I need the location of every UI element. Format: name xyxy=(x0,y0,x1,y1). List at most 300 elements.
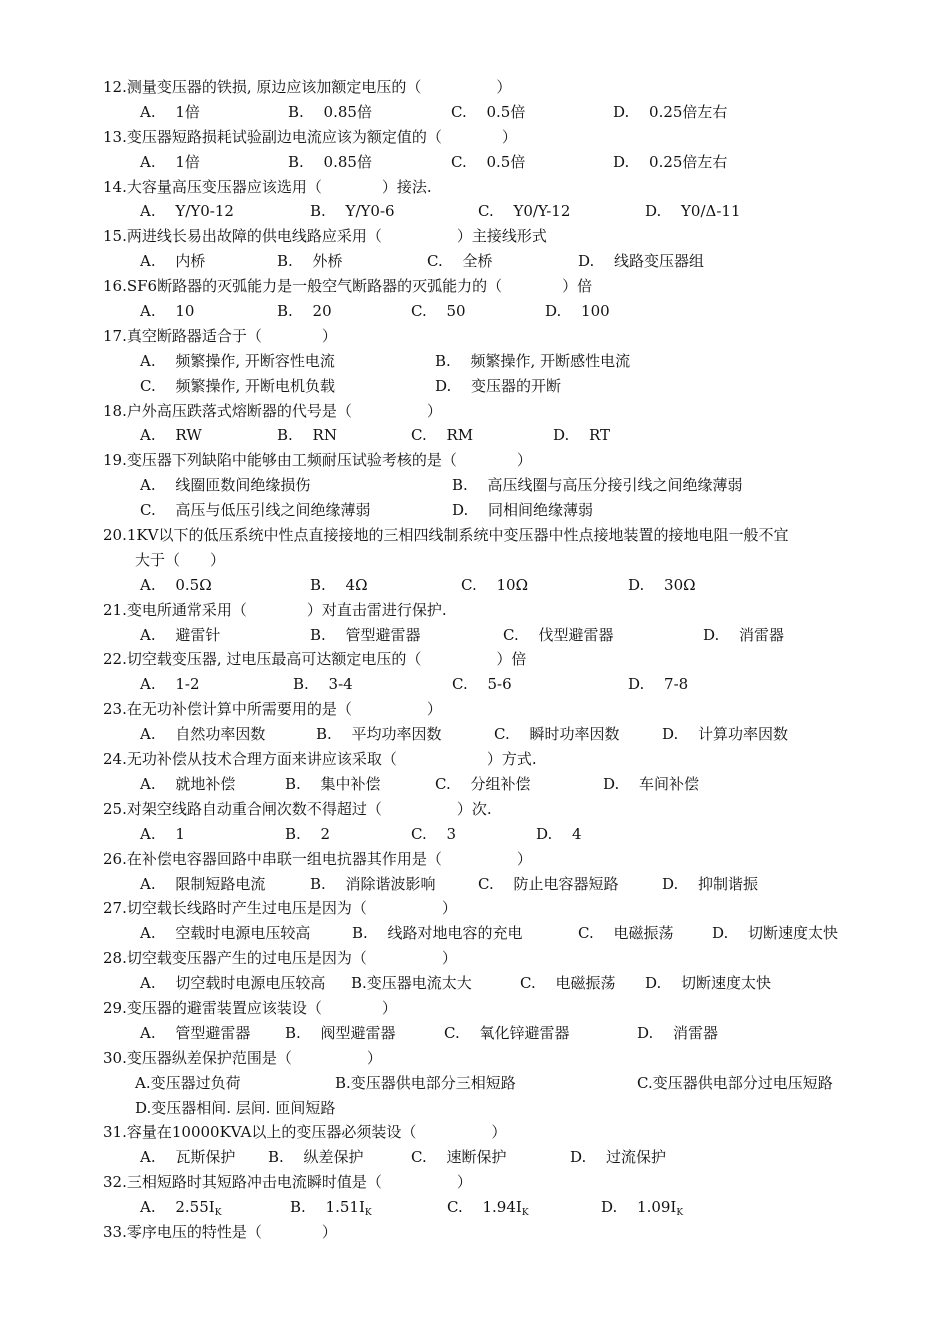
answer-option-text: D. 过流保护 xyxy=(570,1148,667,1167)
question-line xyxy=(0,399,950,424)
answer-option[interactable] xyxy=(277,423,337,448)
answer-option[interactable] xyxy=(288,150,372,175)
question-text xyxy=(103,847,532,872)
options-line xyxy=(0,349,950,374)
question-stem: 切空载长线路时产生过电压是因为（ ） xyxy=(126,899,457,918)
answer-option-text: A. 频繁操作, 开断容性电流 xyxy=(140,351,335,370)
question-number: 26. xyxy=(103,849,127,868)
answer-option[interactable] xyxy=(452,672,512,697)
question-stem: 大容量高压变压器应该选用（ ）接法. xyxy=(126,177,432,196)
options-line xyxy=(0,1021,950,1046)
answer-option[interactable] xyxy=(570,1145,666,1170)
answer-option-text: C. 高压与低压引线之间绝缘薄弱 xyxy=(140,501,371,520)
answer-option-text: D. 0.25倍左右 xyxy=(613,152,728,171)
question-block xyxy=(0,1046,950,1121)
answer-option[interactable] xyxy=(411,822,456,847)
answer-option-text: B. 20 xyxy=(277,302,332,321)
question-text xyxy=(103,1170,472,1195)
answer-option[interactable] xyxy=(140,1021,250,1046)
question-text xyxy=(103,1120,506,1145)
answer-option[interactable] xyxy=(140,299,194,324)
question-number: 24. xyxy=(103,750,127,769)
question-line xyxy=(0,1120,950,1145)
question-stem: 零序电压的特性是（ ） xyxy=(126,1222,337,1241)
answer-option[interactable] xyxy=(444,1021,569,1046)
options-line xyxy=(0,249,950,274)
question-number: 13. xyxy=(103,127,127,146)
question-block xyxy=(0,1170,950,1220)
answer-option[interactable] xyxy=(637,1021,718,1046)
answer-option-text: A. 0.5Ω xyxy=(140,575,212,594)
answer-option[interactable] xyxy=(645,971,771,996)
answer-option[interactable] xyxy=(503,623,613,648)
question-stem: 两进线长易出故障的供电线路应采用（ ）主接线形式 xyxy=(126,227,547,246)
answer-option-text: A.变压器过负荷 xyxy=(135,1073,241,1092)
question-stem: 真空断路器适合于（ ） xyxy=(126,326,337,345)
options-line xyxy=(0,1096,950,1121)
answer-option-text: B. 0.85倍 xyxy=(288,152,372,171)
answer-option-text: B. 线路对地电容的充电 xyxy=(352,924,523,943)
question-stem: 对架空线路自动重合闸次数不得超过（ ）次. xyxy=(126,799,492,818)
answer-option[interactable] xyxy=(352,921,523,946)
answer-option-text: A. 线圈匝数间绝缘损伤 xyxy=(140,476,311,495)
answer-option-text: C. 氧化锌避雷器 xyxy=(444,1023,570,1042)
question-number: 31. xyxy=(103,1123,127,1142)
answer-option-text: B. 阀型避雷器 xyxy=(285,1023,396,1042)
answer-option[interactable] xyxy=(351,971,472,996)
question-text xyxy=(103,598,447,623)
answer-option-text: A. 10 xyxy=(140,302,195,321)
answer-option-text: D. 计算功率因数 xyxy=(662,725,789,744)
question-line xyxy=(0,797,950,822)
answer-option[interactable] xyxy=(140,150,200,175)
question-block xyxy=(0,523,950,598)
question-line xyxy=(0,946,950,971)
question-number: 30. xyxy=(103,1048,127,1067)
answer-option-text: C. 全桥 xyxy=(427,252,493,271)
question-number: 22. xyxy=(103,650,127,669)
answer-option-text: C. 瞬时功率因数 xyxy=(494,725,620,744)
answer-option-text: A. 自然功率因数 xyxy=(140,725,266,744)
question-stem: 变压器下列缺陷中能够由工频耐压试验考核的是（ ） xyxy=(126,451,532,470)
question-block xyxy=(0,274,950,324)
question-stem: 在补偿电容器回路中串联一组电抗器其作用是（ ） xyxy=(126,849,532,868)
answer-option[interactable] xyxy=(285,1021,396,1046)
answer-option[interactable] xyxy=(285,822,330,847)
answer-option-text: C. 速断保护 xyxy=(411,1148,507,1167)
answer-option[interactable] xyxy=(140,473,310,498)
answer-option[interactable] xyxy=(135,1096,335,1121)
question-text xyxy=(103,175,432,200)
question-block xyxy=(0,1220,950,1245)
answer-option-text: C. 5-6 xyxy=(452,675,512,694)
answer-option[interactable] xyxy=(435,772,530,797)
options-line xyxy=(0,473,950,498)
answer-option[interactable] xyxy=(478,199,570,224)
question-line xyxy=(0,647,950,672)
answer-option[interactable] xyxy=(628,672,688,697)
answer-option-text: A. 1倍 xyxy=(140,152,200,171)
answer-option[interactable] xyxy=(140,423,202,448)
answer-option-text: D. 消雷器 xyxy=(637,1023,719,1042)
answer-option[interactable] xyxy=(310,623,421,648)
answer-option-text: D. 线路变压器组 xyxy=(578,252,705,271)
question-line xyxy=(0,747,950,772)
question-block xyxy=(0,847,950,897)
answer-option-text: A. 1 xyxy=(140,824,185,843)
answer-option-text: B. 外桥 xyxy=(277,252,343,271)
answer-option[interactable] xyxy=(578,921,673,946)
question-text xyxy=(103,996,397,1021)
answer-option[interactable] xyxy=(452,473,743,498)
question-text xyxy=(103,224,547,249)
answer-option-text: B. 纵差保护 xyxy=(268,1148,364,1167)
question-stem: 容量在10000KVA以上的变压器必须装设（ ） xyxy=(126,1123,507,1142)
question-line xyxy=(0,224,950,249)
question-line xyxy=(0,523,950,548)
answer-option-text: C.变压器供电部分过电压短路 xyxy=(637,1073,833,1092)
options-line xyxy=(0,423,950,448)
question-number: 29. xyxy=(103,998,127,1017)
answer-option[interactable] xyxy=(435,349,630,374)
options-line xyxy=(0,1195,950,1220)
answer-option-text: C. 电磁振荡 xyxy=(578,924,674,943)
question-block xyxy=(0,896,950,946)
question-stem: 测量变压器的铁损, 原边应该加额定电压的（ ） xyxy=(126,78,512,96)
question-block xyxy=(0,224,950,274)
answer-option-text: A. 限制短路电流 xyxy=(140,874,266,893)
answer-option[interactable] xyxy=(578,249,704,274)
question-block xyxy=(0,797,950,847)
question-text xyxy=(103,75,511,100)
current-subscript: K xyxy=(364,1208,372,1219)
answer-option[interactable] xyxy=(545,299,610,324)
answer-option-text: C. 防止电容器短路 xyxy=(478,874,619,893)
answer-option[interactable] xyxy=(628,573,696,598)
answer-option-text: B. Y/Y0-6 xyxy=(310,202,395,221)
answer-option-text: B. 1.51I xyxy=(290,1198,365,1217)
question-stem: 变压器短路损耗试验副边电流应该为额定值的（ ） xyxy=(126,127,517,146)
question-number: 21. xyxy=(103,600,127,619)
question-number: 28. xyxy=(103,949,127,968)
answer-option[interactable] xyxy=(494,722,619,747)
question-number: 16. xyxy=(103,277,127,296)
answer-option-text: D. 30Ω xyxy=(628,575,696,594)
answer-option[interactable] xyxy=(712,921,838,946)
question-block xyxy=(0,324,950,399)
answer-option[interactable] xyxy=(293,672,353,697)
answer-option-text: D. 消雷器 xyxy=(703,625,785,644)
question-block xyxy=(0,697,950,747)
answer-option-text: A. 1倍 xyxy=(140,102,200,121)
question-stem-continued: 大于（ ） xyxy=(135,550,226,569)
question-number: 20. xyxy=(103,526,127,545)
question-stem: 变压器纵差保护范围是（ ） xyxy=(126,1048,382,1067)
question-line xyxy=(0,75,950,100)
options-line xyxy=(0,722,950,747)
answer-option[interactable] xyxy=(140,971,325,996)
options-line xyxy=(0,498,950,523)
answer-option-text: B. 2 xyxy=(285,824,331,843)
answer-option[interactable] xyxy=(645,199,741,224)
question-number: 12. xyxy=(103,78,127,96)
question-stem: 户外高压跌落式熔断器的代号是（ ） xyxy=(126,401,442,420)
answer-option[interactable] xyxy=(662,722,788,747)
question-block xyxy=(0,946,950,996)
question-line xyxy=(0,1170,950,1195)
question-line xyxy=(0,324,950,349)
answer-option-text: B. 4Ω xyxy=(310,575,368,594)
answer-option[interactable] xyxy=(411,1145,506,1170)
answer-option-text: C. 分组补偿 xyxy=(435,774,531,793)
options-line xyxy=(0,822,950,847)
answer-option-text: B. 0.85倍 xyxy=(288,102,372,121)
answer-option[interactable] xyxy=(452,498,593,523)
options-line xyxy=(0,100,950,125)
options-line xyxy=(0,623,950,648)
question-number: 33. xyxy=(103,1222,127,1241)
answer-option[interactable] xyxy=(603,772,699,797)
question-number: 18. xyxy=(103,401,127,420)
question-number: 14. xyxy=(103,177,127,196)
question-text xyxy=(103,1220,337,1245)
question-text xyxy=(103,324,337,349)
question-stem: SF6断路器的灭弧能力是一般空气断路器的灭弧能力的（ ）倍 xyxy=(126,277,593,296)
options-line xyxy=(0,672,950,697)
answer-option[interactable] xyxy=(613,100,727,125)
question-number: 32. xyxy=(103,1173,127,1192)
answer-option-text: A. 2.55I xyxy=(140,1198,215,1217)
question-text xyxy=(103,697,442,722)
current-subscript: K xyxy=(521,1208,529,1219)
options-line xyxy=(0,872,950,897)
question-block xyxy=(0,175,950,225)
answer-option[interactable] xyxy=(268,1145,364,1170)
question-block xyxy=(0,996,950,1046)
answer-option[interactable] xyxy=(613,150,727,175)
answer-option-text: D. RT xyxy=(553,426,611,445)
question-line xyxy=(0,175,950,200)
answer-option[interactable] xyxy=(601,1195,683,1220)
answer-option-text: D. 变压器的开断 xyxy=(435,376,562,395)
question-stem: 变电所通常采用（ ）对直击雷进行保护. xyxy=(126,600,447,619)
options-line xyxy=(0,150,950,175)
question-stem: 在无功补偿计算中所需要用的是（ ） xyxy=(126,700,442,719)
question-text xyxy=(103,125,517,150)
answer-option[interactable] xyxy=(461,573,528,598)
answer-option-text: C. RM xyxy=(411,426,474,445)
options-line xyxy=(0,573,950,598)
answer-option[interactable] xyxy=(288,100,372,125)
question-block xyxy=(0,399,950,449)
question-number: 23. xyxy=(103,700,127,719)
question-stem: 无功补偿从技术合理方面来讲应该采取（ ）方式. xyxy=(126,750,537,769)
answer-option-text: B. 高压线圈与高压分接引线之间绝缘薄弱 xyxy=(452,476,743,495)
answer-option-text: A. 内桥 xyxy=(140,252,206,271)
answer-option[interactable] xyxy=(637,1071,833,1096)
question-stem: 变压器的避雷装置应该装设（ ） xyxy=(126,998,397,1017)
answer-option-text: C. 50 xyxy=(411,302,466,321)
answer-option-text: B. 消除谐波影响 xyxy=(310,874,436,893)
answer-option[interactable] xyxy=(140,1195,221,1220)
answer-option[interactable] xyxy=(703,623,784,648)
answer-option-text: C. 0.5倍 xyxy=(451,102,526,121)
question-text xyxy=(103,399,442,424)
question-number: 27. xyxy=(103,899,127,918)
answer-option-text: D. 抑制谐振 xyxy=(662,874,759,893)
answer-option-text: D. 同相间绝缘薄弱 xyxy=(452,501,594,520)
answer-option[interactable] xyxy=(447,1195,529,1220)
options-line xyxy=(0,772,950,797)
question-block xyxy=(0,647,950,697)
answer-option-text: D. 7-8 xyxy=(628,675,689,694)
answer-option-text: C. 1.94I xyxy=(447,1198,522,1217)
answer-option-text: A. 切空载时电源电压较高 xyxy=(140,974,326,993)
answer-option[interactable] xyxy=(335,1071,516,1096)
answer-option[interactable] xyxy=(140,1145,235,1170)
question-line-continued xyxy=(0,548,950,573)
question-block xyxy=(0,448,950,523)
answer-option[interactable] xyxy=(427,249,492,274)
answer-option-text: B.变压器供电部分三相短路 xyxy=(335,1073,516,1092)
exam-document xyxy=(0,75,950,1245)
answer-option[interactable] xyxy=(140,199,234,224)
question-number: 17. xyxy=(103,326,127,345)
answer-option-text: B. 集中补偿 xyxy=(285,774,381,793)
question-line xyxy=(0,125,950,150)
answer-option-text: B. 管型避雷器 xyxy=(310,625,421,644)
answer-option[interactable] xyxy=(451,150,525,175)
options-line xyxy=(0,1071,950,1096)
answer-option-text: B. 3-4 xyxy=(293,675,353,694)
answer-option[interactable] xyxy=(140,374,335,399)
answer-option-text: D. 4 xyxy=(536,824,582,843)
answer-option-text: A. Y/Y0-12 xyxy=(140,202,234,221)
answer-option-text: C. Y0/Y-12 xyxy=(478,202,571,221)
answer-option[interactable] xyxy=(140,573,212,598)
question-text xyxy=(103,647,526,672)
question-block xyxy=(0,75,950,125)
answer-option-text: D. 100 xyxy=(545,302,610,321)
answer-option-text: A. 瓦斯保护 xyxy=(140,1148,236,1167)
answer-option-text: D. 切断速度太快 xyxy=(645,974,772,993)
question-block xyxy=(0,598,950,648)
answer-option[interactable] xyxy=(140,672,200,697)
answer-option[interactable] xyxy=(140,822,185,847)
question-number: 25. xyxy=(103,799,127,818)
question-stem: 三相短路时其短路冲击电流瞬时值是（ ） xyxy=(126,1173,472,1192)
answer-option[interactable] xyxy=(435,374,561,399)
question-line xyxy=(0,996,950,1021)
question-stem: 1KV以下的低压系统中性点直接接地的三相四线制系统中变压器中性点接地装置的接地电阻一般不宜 xyxy=(126,526,789,545)
question-number: 19. xyxy=(103,451,127,470)
answer-option[interactable] xyxy=(140,100,200,125)
answer-option[interactable] xyxy=(140,921,310,946)
options-line xyxy=(0,299,950,324)
question-line xyxy=(0,1220,950,1245)
answer-option-text: D. 1.09I xyxy=(601,1198,677,1217)
answer-option[interactable] xyxy=(140,498,370,523)
current-subscript: K xyxy=(214,1208,222,1219)
question-text xyxy=(103,946,457,971)
answer-option[interactable] xyxy=(520,971,615,996)
answer-option-text: D. 车间补偿 xyxy=(603,774,700,793)
answer-option-text: C. 0.5倍 xyxy=(451,152,526,171)
question-text xyxy=(103,1046,382,1071)
answer-option-text: A. 1-2 xyxy=(140,675,200,694)
question-line xyxy=(0,697,950,722)
question-line xyxy=(0,274,950,299)
answer-option-text: A. 空载时电源电压较高 xyxy=(140,924,311,943)
answer-option[interactable] xyxy=(285,772,381,797)
question-stem: 切空载变压器, 过电压最高可达额定电压的（ ）倍 xyxy=(126,650,527,669)
answer-option[interactable] xyxy=(451,100,525,125)
answer-option[interactable] xyxy=(277,299,332,324)
answer-option-text: C. 3 xyxy=(411,824,457,843)
answer-option[interactable] xyxy=(140,349,335,374)
answer-option-text: D. 切断速度太快 xyxy=(712,924,839,943)
answer-option[interactable] xyxy=(140,722,265,747)
question-text xyxy=(103,896,457,921)
options-line xyxy=(0,921,950,946)
answer-option-text: B. RN xyxy=(277,426,337,445)
question-block xyxy=(0,1120,950,1170)
answer-option[interactable] xyxy=(277,249,343,274)
answer-option[interactable] xyxy=(411,423,473,448)
question-block xyxy=(0,747,950,797)
question-line xyxy=(0,896,950,921)
answer-option[interactable] xyxy=(411,299,466,324)
answer-option[interactable] xyxy=(140,249,205,274)
answer-option-text: A. RW xyxy=(140,426,202,445)
answer-option[interactable] xyxy=(290,1195,372,1220)
answer-option[interactable] xyxy=(662,872,758,897)
question-text xyxy=(103,747,537,772)
answer-option[interactable] xyxy=(536,822,582,847)
answer-option[interactable] xyxy=(310,872,436,897)
answer-option-text: B.变压器电流太大 xyxy=(351,974,472,993)
answer-option[interactable] xyxy=(553,423,610,448)
answer-option-text: D.变压器相间. 层间. 匝间短路 xyxy=(135,1098,336,1117)
options-line xyxy=(0,374,950,399)
question-text xyxy=(103,523,788,548)
answer-option[interactable] xyxy=(135,1071,241,1096)
answer-option-text: C. 伐型避雷器 xyxy=(503,625,614,644)
answer-option-text: C. 频繁操作, 开断电机负载 xyxy=(140,376,336,395)
answer-option[interactable] xyxy=(310,573,368,598)
question-stem: 切空载变压器产生的过电压是因为（ ） xyxy=(126,949,457,968)
answer-option-text: C. 10Ω xyxy=(461,575,529,594)
answer-option[interactable] xyxy=(310,199,395,224)
options-line xyxy=(0,1145,950,1170)
answer-option[interactable] xyxy=(140,623,220,648)
answer-option-text: A. 就地补偿 xyxy=(140,774,236,793)
answer-option[interactable] xyxy=(478,872,618,897)
answer-option-text: D. Y0/Δ-11 xyxy=(645,202,741,221)
question-text xyxy=(103,797,492,822)
answer-option-text: C. 电磁振荡 xyxy=(520,974,616,993)
answer-option-text: B. 平均功率因数 xyxy=(316,725,442,744)
question-line xyxy=(0,598,950,623)
answer-option[interactable] xyxy=(140,772,235,797)
question-text xyxy=(103,274,592,299)
question-text xyxy=(103,448,532,473)
answer-option-text: A. 避雷针 xyxy=(140,625,221,644)
answer-option-text: D. 0.25倍左右 xyxy=(613,102,728,121)
answer-option[interactable] xyxy=(316,722,442,747)
answer-option[interactable] xyxy=(140,872,265,897)
question-block xyxy=(0,125,950,175)
